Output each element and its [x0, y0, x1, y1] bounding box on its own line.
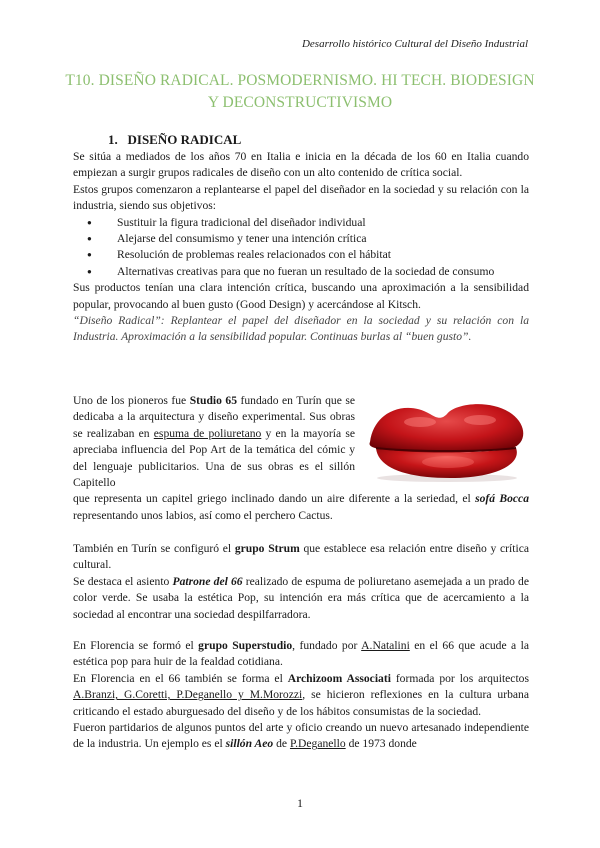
archizoom-name: Archizoom Associati	[287, 671, 391, 685]
paragraph-patrone: Se destaca el asiento Patrone del 66 realizado de espuma de poliuretano asemejada a un prado de color verde. Se usaba la estética Pop, su intención era más crítica que de acercamiento a la sociedad al encontrar una sociedad despilfarradora.	[73, 574, 529, 621]
section-intro	[73, 149, 529, 346]
architects-link: A.Branzi, G.Coretti, P.Deganello y M.Morozzi	[73, 688, 303, 702]
aeo-name: sillón Aeo	[225, 737, 274, 751]
page-number: 1	[297, 796, 303, 810]
paragraph-context: Se sitúa a mediados de los años 70 en Italia e inicia en la década de los 60 en Italia cuando empiezan a surgir grupos radicales de diseño con un alto contenido de crítica social.	[73, 150, 529, 180]
superstudio-section	[73, 638, 529, 753]
section-title: DISEÑO RADICAL	[127, 132, 242, 147]
title-line-1: T10. DISEÑO RADICAL. POSMODERNISMO. HI TECH. BIODESIGN	[65, 72, 535, 89]
list-item: ● Sustituir la figura tradicional del diseñador individual	[105, 215, 529, 231]
paragraph-objectives-intro: Estos grupos comenzaron a replantearse el papel del diseñador en la sociedad y su relación con la industria, siendo sus objetivos:	[73, 182, 529, 213]
section-heading	[108, 132, 241, 148]
paragraph-archizoom: En Florencia en el 66 también se forma el Archizoom Associati formada por los arquitectos A.Branzi, G.Coretti, P.Deganello y M.Morozzi, se hicieron reflexiones en la cultura urbana criticando el estado aburguesado del diseño y de los hábitos consumistas de la sociedad.	[73, 671, 529, 718]
title-line-2: Y DECONSTRUCTIVISMO	[207, 94, 393, 111]
foam-link: espuma de poliuretano	[153, 426, 262, 440]
list-item: ● Alejarse del consumismo y tener una intención crítica	[105, 231, 529, 247]
paragraph-strum: También en Turín se configuró el grupo Strum que establece esa relación entre diseño y crítica cultural.	[73, 542, 529, 572]
running-header: Desarrollo histórico Cultural del Diseño Industrial	[301, 38, 528, 50]
objectives-list	[73, 215, 529, 281]
section-number: 1.	[108, 132, 118, 147]
strum-name: grupo Strum	[234, 542, 300, 555]
paragraph-superstudio: En Florencia se formó el grupo Superstudio, fundado por A.Natalini en el 66 que acude a la estética pop para huir de la fealdad cotidiana.	[73, 639, 529, 669]
deganello-link: P.Deganello	[289, 737, 346, 751]
natalini-link: A.Natalini	[361, 639, 410, 652]
patrone-name: Patrone del 66	[172, 574, 243, 588]
superstudio-name: grupo Superstudio	[198, 639, 293, 652]
paragraph-artisan: Fueron partidarios de algunos puntos del arte y oficio creando un nuevo artesanado independiente de la industria. Un ejemplo es el sillón Aeo de P.Deganello de 1973 donde	[73, 721, 529, 751]
sofa-bocca-name: sofá Bocca	[475, 492, 530, 506]
list-item: ● Alternativas creativas para que no fueran un resultado de la sociedad de consumo	[105, 264, 529, 280]
paragraph-products: Sus productos tenían una clara intención crítica, buscando una aproximación a la sensibilidad popular, provocando al buen gusto (Good Design) y acercándose al Kitsch.	[73, 281, 529, 311]
paragraph-studio65: Uno de los pioneros fue Studio 65 fundado en Turín que se dedicaba a la arquitectura y diseño experimental. Sus obras se realizaban en espuma de poliuretano y en la mayoría se apreciaba influencia del Pop Art de la temática del cómic y del lenguaje publicitarios. Una de sus obras es el sillón Capitello	[73, 394, 355, 490]
list-item: ● Resolución de problemas reales relacionados con el hábitat	[105, 247, 529, 263]
document-title	[60, 70, 540, 114]
studio65-name: Studio 65	[189, 394, 238, 407]
lips-sofa-image	[362, 392, 532, 486]
paragraph-studio65-cont: que representa un capitel griego inclinado dando un aire diferente a la seriedad, el sofá Bocca representando unos labios, así como el perchero Cactus.	[73, 492, 530, 522]
strum-section	[73, 541, 529, 623]
quote-definition: “Diseño Radical”: Replantear el papel del diseñador en la sociedad y su relación con la Industria. Aproximación a la sensibilidad popular. Continuas burlas al “buen gusto”.	[73, 314, 529, 344]
